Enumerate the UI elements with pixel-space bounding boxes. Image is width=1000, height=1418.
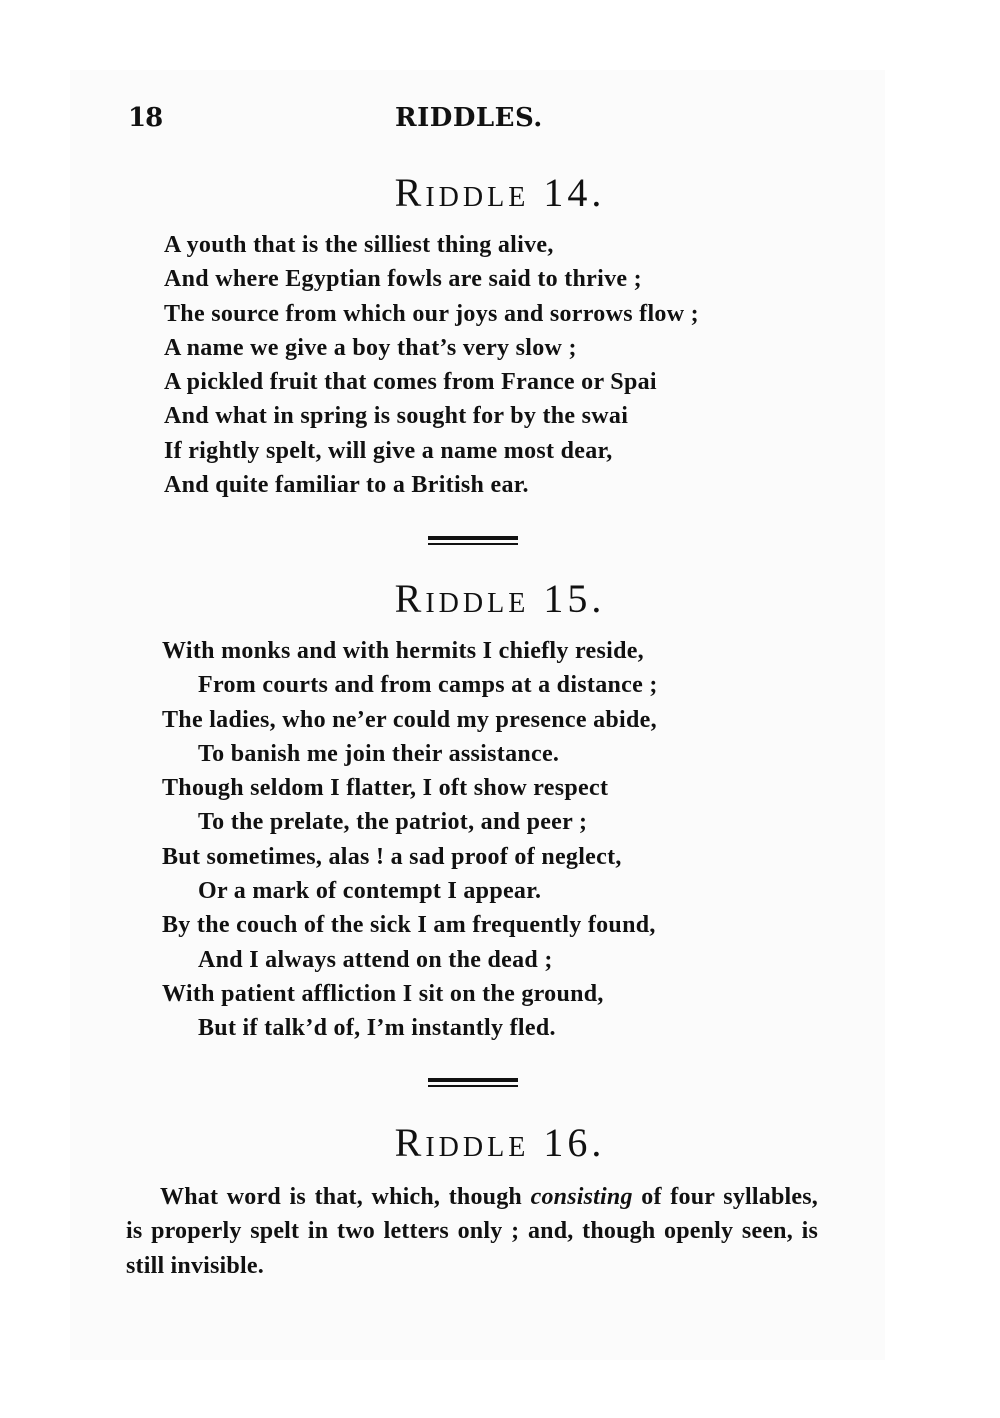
- riddle-16-text-end: of four syllables, is properly spelt in two letters only ; and, though openly seen, is still invisible.: [126, 1184, 818, 1279]
- verse-line: And where Egyptian fowls are said to thrive ;: [164, 266, 642, 293]
- riddle-16-emphasis: consisting: [530, 1184, 633, 1210]
- verse-line: A pickled fruit that comes from France or Spai: [164, 369, 657, 396]
- running-head: [0, 96, 1000, 140]
- verse-line: A youth that is the silliest thing alive,: [164, 232, 554, 258]
- verse-line: And quite familiar to a British ear.: [164, 472, 529, 499]
- verse-line: A name we give a boy that’s very slow ;: [164, 334, 577, 361]
- verse-line: And I always attend on the dead ;: [198, 946, 553, 973]
- verse-line: The ladies, who ne’er could my presence abide,: [162, 706, 657, 733]
- riddle-14-verse: [164, 228, 699, 502]
- riddle-15-verse: [162, 634, 658, 1046]
- verse-line: Or a mark of contempt I appear.: [198, 878, 542, 905]
- verse-line: But sometimes, alas ! a sad proof of neglect,: [162, 843, 622, 870]
- verse-line: From courts and from camps at a distance ;: [198, 672, 658, 699]
- verse-line: With patient affliction I sit on the ground,: [162, 980, 604, 1007]
- riddle-16-heading: Riddle 16.: [394, 1120, 606, 1165]
- riddle-16-text-start: What word is that, which, though: [160, 1184, 531, 1210]
- riddle-14-heading: Riddle 14.: [394, 170, 606, 215]
- verse-line: To banish me join their assistance.: [198, 740, 560, 767]
- running-title: RIDDLES.: [395, 103, 543, 133]
- verse-line: The source from which our joys and sorrows flow ;: [164, 300, 699, 327]
- verse-line: By the couch of the sick I am frequently found,: [162, 912, 656, 939]
- verse-line: Though seldom I flatter, I oft show respect: [162, 775, 609, 802]
- section-divider: [428, 1078, 518, 1087]
- verse-line: With monks and with hermits I chiefly reside,: [162, 638, 644, 664]
- verse-line: To the prelate, the patriot, and peer ;: [198, 809, 588, 836]
- section-divider: [428, 536, 518, 545]
- verse-line: If rightly spelt, will give a name most dear,: [164, 437, 613, 464]
- verse-line: But if talk’d of, I’m instantly fled.: [198, 1015, 556, 1042]
- page-number: 18: [128, 103, 163, 133]
- verse-line: And what in spring is sought for by the swai: [164, 403, 629, 430]
- riddle-15-heading: Riddle 15.: [394, 576, 606, 621]
- riddle-16-text: [126, 1180, 818, 1283]
